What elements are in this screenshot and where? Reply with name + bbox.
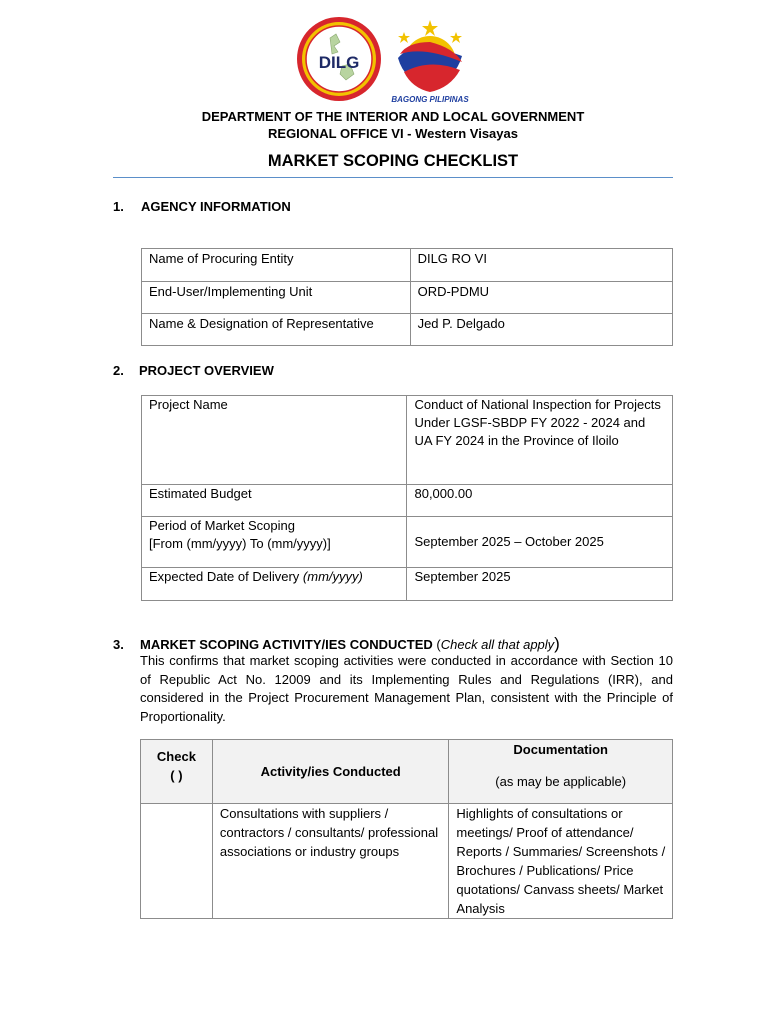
- row-value: DILG RO VI: [410, 249, 672, 282]
- row-label: Name of Procuring Entity: [142, 249, 411, 282]
- section-number: 3.: [113, 637, 124, 652]
- row-label: Project Name: [142, 396, 407, 485]
- table-row: [142, 314, 673, 346]
- section-1-heading: [113, 199, 291, 214]
- confirmation-paragraph: This confirms that market scoping activities were conducted in accordance with Section 10 of Republic Act No. 12009 and its Implementing Rules and Regulations (IRR), and considered in the Project Procurement Management Plan, consistent with the Principle of Proportionality.: [140, 653, 673, 724]
- section-number: 1.: [113, 199, 124, 214]
- svg-text:DILG: DILG: [318, 53, 360, 72]
- section-note: Check all that apply: [440, 637, 555, 652]
- table-row: [142, 568, 673, 601]
- svg-text:BAGONG PILIPINAS: BAGONG PILIPINAS: [391, 95, 469, 104]
- delivery-label: Expected Date of Delivery: [149, 569, 303, 584]
- table-row: [142, 517, 673, 568]
- agency-information-table: [141, 248, 673, 346]
- period-label: Period of Market Scoping: [149, 518, 295, 533]
- column-header-check: Check ( ): [141, 740, 213, 804]
- bagong-pilipinas-logo: [384, 18, 476, 106]
- row-value: September 2025 – October 2025: [407, 517, 673, 568]
- activity-cell: Consultations with suppliers / contractors / consultants/ professional associations or industry groups: [212, 804, 449, 919]
- section-number: 2.: [113, 363, 124, 378]
- section-title: PROJECT OVERVIEW: [139, 363, 274, 378]
- row-label: Estimated Budget: [142, 485, 407, 517]
- row-value: Conduct of National Inspection for Projects Under LGSF-SBDP FY 2022 - 2024 and UA FY 2024 in the Province of Iloilo: [407, 396, 673, 485]
- section-title: MARKET SCOPING ACTIVITY/IES CONDUCTED: [140, 637, 433, 652]
- dilg-seal-logo: [296, 16, 382, 102]
- row-label: Name & Designation of Representative: [142, 314, 411, 346]
- header-logos: [0, 14, 768, 106]
- table-row: [142, 249, 673, 282]
- check-cell[interactable]: [141, 804, 213, 919]
- delivery-format: (mm/yyyy): [302, 569, 363, 584]
- regional-office: REGIONAL OFFICE VI - Western Visayas: [268, 126, 518, 141]
- activities-table: [140, 739, 673, 919]
- page-title: MARKET SCOPING CHECKLIST: [267, 152, 519, 170]
- department-name: DEPARTMENT OF THE INTERIOR AND LOCAL GOVERNMENT: [201, 109, 585, 124]
- row-value: September 2025: [407, 568, 673, 601]
- table-row: [142, 485, 673, 517]
- row-value: ORD-PDMU: [410, 282, 672, 314]
- row-value: Jed P. Delgado: [410, 314, 672, 346]
- section-2-heading: [113, 363, 274, 378]
- table-row: [141, 804, 673, 919]
- row-value: 80,000.00: [407, 485, 673, 517]
- row-label: End-User/Implementing Unit: [142, 282, 411, 314]
- column-header-activity: Activity/ies Conducted: [212, 740, 449, 804]
- column-header-documentation: Documentation (as may be applicable): [449, 740, 673, 804]
- period-format: [From (mm/yyyy) To (mm/yyyy)]: [149, 536, 331, 551]
- section-3-heading: 3. MARKET SCOPING ACTIVITY/IES CONDUCTED (Check all that apply): [113, 634, 560, 653]
- section-title: AGENCY INFORMATION: [141, 199, 291, 214]
- row-label: [142, 568, 407, 601]
- table-row: [142, 396, 673, 485]
- table-header-row: [141, 740, 673, 804]
- row-label: [142, 517, 407, 568]
- project-overview-table: [141, 395, 673, 601]
- title-divider: [113, 177, 673, 178]
- documentation-cell: Highlights of consultations or meetings/ Proof of attendance/ Reports / Summaries/ Screenshots / Brochures / Publications/ Price quotations/ Canvass sheets/ Market Analysis: [449, 804, 673, 919]
- table-row: [142, 282, 673, 314]
